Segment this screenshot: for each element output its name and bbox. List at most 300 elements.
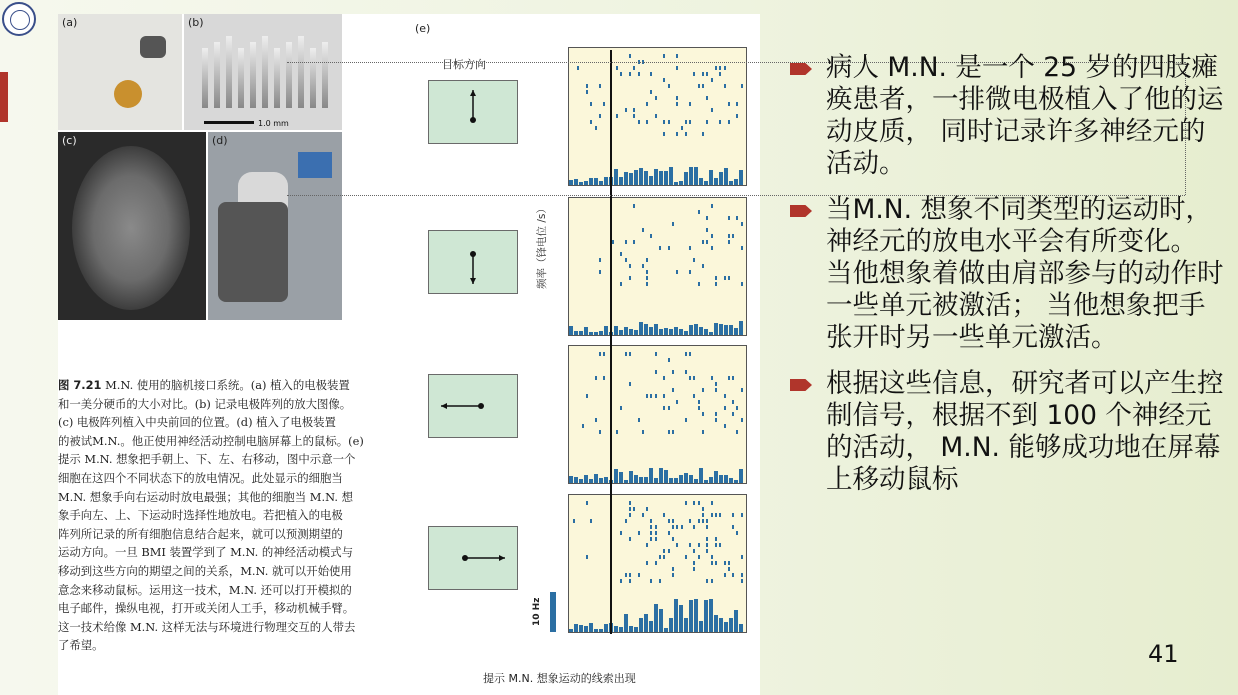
histogram-bar (604, 477, 608, 483)
spike-tick (728, 561, 730, 565)
spike-tick (702, 388, 704, 392)
spike-tick (698, 84, 700, 88)
histogram-bar (689, 325, 693, 335)
histogram-bar (689, 167, 693, 185)
histogram-bar (664, 328, 668, 335)
histogram-bar (654, 478, 658, 483)
spike-tick (663, 549, 665, 553)
spike-tick (655, 537, 657, 541)
histogram-bar (739, 321, 743, 335)
spike-tick (741, 84, 743, 88)
histogram-bar (634, 475, 638, 483)
spike-tick (736, 114, 738, 118)
histogram-bar (579, 479, 583, 483)
spike-tick (676, 543, 678, 547)
spike-tick (620, 579, 622, 583)
spike-tick (706, 120, 708, 124)
raster-down (568, 197, 747, 336)
histogram-bar (639, 322, 643, 335)
spike-tick (698, 555, 700, 559)
spike-tick (629, 501, 631, 505)
bullet-1-text: 病人 M.N. 是一个 25 岁的四肢瘫痪患者，一排微电极植入了他的运动皮质， 同时记录许多神经元的活动。 (826, 52, 1224, 179)
spike-tick (625, 240, 627, 244)
histogram-bar (584, 475, 588, 483)
caption-body (58, 378, 364, 652)
spike-tick (736, 406, 738, 410)
histogram-bar (684, 473, 688, 483)
bullet-3-text: 根据这些信息，研究者可以产生控制信号，根据不到 100 个神经元的活动， M.N. 能够成功地在屏幕上移动鼠标 (826, 368, 1224, 495)
histogram-bar (734, 179, 738, 185)
electrode-spike (202, 48, 208, 108)
spike-tick (728, 376, 730, 380)
spike-tick (702, 72, 704, 76)
spike-tick (629, 54, 631, 58)
histogram-bar (669, 167, 673, 185)
spike-tick (616, 114, 618, 118)
spike-tick (685, 418, 687, 422)
spike-tick (693, 394, 695, 398)
histogram-bar (704, 181, 708, 185)
spike-tick (586, 555, 588, 559)
histogram-bar (634, 330, 638, 335)
histogram-bar (679, 329, 683, 335)
histogram-bar (669, 618, 673, 632)
spike-tick (655, 352, 657, 356)
spike-tick (672, 567, 674, 571)
spike-tick (732, 513, 734, 517)
histogram-bar (649, 468, 653, 483)
histogram-bar (614, 326, 618, 335)
histogram-bar (634, 170, 638, 185)
histogram-bar (679, 605, 683, 632)
histogram-bar (694, 324, 698, 335)
spike-tick (620, 531, 622, 535)
spike-tick (741, 246, 743, 250)
spike-tick (573, 519, 575, 523)
histogram-bar (599, 331, 603, 335)
histogram-bar (679, 475, 683, 483)
spike-tick (668, 358, 670, 362)
electrode-spike (262, 36, 268, 108)
spike-tick (736, 216, 738, 220)
spike-tick (702, 507, 704, 511)
spike-tick (629, 352, 631, 356)
caption-line: 象手向左、上、下运动时选择性地放电。若把植入的电极 (58, 508, 343, 523)
histogram-bar (589, 479, 593, 483)
spike-tick (719, 66, 721, 70)
page-number: 41 (1148, 640, 1179, 668)
arrow-bullet-icon (790, 63, 812, 75)
spike-tick (715, 418, 717, 422)
panel-label-d: (d) (212, 134, 228, 147)
histogram-bar (694, 167, 698, 185)
histogram-bar (684, 618, 688, 632)
spike-tick (706, 549, 708, 553)
spike-tick (706, 519, 708, 523)
spike-tick (689, 102, 691, 106)
histogram-bar (654, 604, 658, 632)
arrow-bullet-icon (790, 205, 812, 217)
spike-tick (711, 246, 713, 250)
spike-tick (646, 120, 648, 124)
spike-tick (715, 537, 717, 541)
spike-tick (702, 132, 704, 136)
spike-tick (650, 525, 652, 529)
bullet-1 (790, 52, 1230, 180)
spike-tick (736, 102, 738, 106)
spike-tick (685, 370, 687, 374)
electrode-device-shape (140, 36, 166, 58)
caption-line: M.N. 使用的脑机接口系统。(a) 植入的电极装置 (105, 378, 350, 392)
histogram-bar (719, 475, 723, 483)
spike-tick (599, 84, 601, 88)
histogram-bar (644, 477, 648, 483)
spike-tick (693, 561, 695, 565)
spike-tick (625, 573, 627, 577)
histogram-bar (584, 327, 588, 335)
histogram-bar (619, 177, 623, 185)
electrode-spike (238, 48, 244, 108)
histogram-bar (604, 326, 608, 335)
histogram-bar (619, 472, 623, 483)
histogram-bar (654, 169, 658, 185)
spike-tick (663, 406, 665, 410)
histogram-bar (569, 476, 573, 483)
spike-tick (715, 561, 717, 565)
spike-tick (663, 555, 665, 559)
histogram-bar (604, 624, 608, 632)
penny-shape (114, 80, 142, 108)
photo-electrode-array (184, 14, 342, 130)
scale-label: 1.0 mm (258, 119, 289, 128)
bullet-list (790, 52, 1230, 510)
spike-tick (732, 234, 734, 238)
university-logo (2, 2, 36, 36)
spike-tick (706, 543, 708, 547)
spike-tick (663, 394, 665, 398)
spike-tick (663, 132, 665, 136)
histogram-bar (724, 475, 728, 483)
spike-tick (724, 573, 726, 577)
spike-tick (638, 531, 640, 535)
histogram-bar (674, 599, 678, 632)
caption-line: M.N. 想象手向右运动时放电最强；其他的细胞当 M.N. 想 (58, 489, 353, 504)
spike-tick (650, 531, 652, 535)
spike-tick (706, 216, 708, 220)
spike-tick (663, 120, 665, 124)
caption-number: 图 7.21 (58, 378, 102, 392)
histogram-bar (739, 624, 743, 632)
cue-label: 提示 M.N. 想象运动的线索出现 (483, 672, 636, 685)
spike-tick (633, 204, 635, 208)
spike-tick (693, 376, 695, 380)
spike-tick (689, 543, 691, 547)
spike-tick (698, 519, 700, 523)
arrow-down-icon (429, 231, 517, 293)
histogram-bar (569, 180, 573, 185)
spike-tick (668, 246, 670, 250)
spike-tick (724, 276, 726, 280)
raster-right (568, 494, 747, 633)
spike-tick (646, 507, 648, 511)
spike-tick (685, 352, 687, 356)
spike-tick (741, 282, 743, 286)
spike-tick (633, 66, 635, 70)
histogram-bar (709, 170, 713, 185)
spike-tick (711, 561, 713, 565)
histogram-bar (649, 176, 653, 185)
spike-tick (625, 352, 627, 356)
bullet-2-text: 当M.N. 想象不同类型的运动时， 神经元的放电水平会有所变化。 当他想象着做由肩部参与的动作时一些单元被激活； 当他想象把手张开时另一些单元激活。 (826, 194, 1224, 353)
histogram-bar (629, 471, 633, 483)
spike-tick (646, 394, 648, 398)
histogram-bar (714, 615, 718, 632)
figure-caption (58, 376, 410, 655)
histogram-bar (639, 618, 643, 632)
spike-tick (724, 394, 726, 398)
y-axis-label: 频率（锋电位 /s） (536, 203, 548, 289)
histogram-bar (729, 618, 733, 632)
spike-tick (698, 210, 700, 214)
electrode-spike (322, 42, 328, 108)
histogram-bar (614, 169, 618, 185)
spike-tick (650, 72, 652, 76)
panel-label-a: (a) (62, 16, 78, 29)
spike-tick (646, 258, 648, 262)
spike-tick (732, 412, 734, 416)
histogram-bar (734, 328, 738, 335)
spike-tick (706, 240, 708, 244)
target-box-up (428, 80, 518, 144)
spike-tick (741, 418, 743, 422)
histogram-bar (599, 181, 603, 185)
spike-tick (582, 424, 584, 428)
spike-tick (633, 114, 635, 118)
histogram-bar (659, 468, 663, 483)
spike-tick (663, 513, 665, 517)
histogram-bar (724, 325, 728, 335)
histogram-bar (589, 178, 593, 185)
spike-tick (650, 579, 652, 583)
spike-tick (586, 394, 588, 398)
spike-tick (698, 400, 700, 404)
histogram-bar (669, 329, 673, 335)
spike-tick (672, 537, 674, 541)
accent-bar (0, 72, 8, 122)
histogram-bar (654, 324, 658, 335)
histogram-bar (689, 600, 693, 632)
caption-line: 电子邮件，操纵电视，打开或关闭人工手，移动机械手臂。 (58, 601, 355, 616)
spike-tick (668, 120, 670, 124)
spike-tick (646, 276, 648, 280)
electrode-spike (214, 42, 220, 108)
photo-brain-mri (58, 132, 206, 320)
spike-tick (595, 126, 597, 130)
spike-tick (685, 501, 687, 505)
spike-tick (719, 72, 721, 76)
caption-line: 细胞在这四个不同状态下的放电情况。此处显示的细胞当 (58, 470, 343, 485)
caption-line: (c) 电极阵列植入中央前回的位置。(d) 植入了电极装置 (58, 415, 336, 430)
caption-line: 运动方向。一旦 BMI 装置学到了 M.N. 的神经活动模式与 (58, 545, 353, 560)
histogram-bar (659, 329, 663, 335)
spike-tick (659, 555, 661, 559)
spike-tick (676, 525, 678, 529)
spike-tick (646, 282, 648, 286)
spike-tick (702, 519, 704, 523)
caption-line: 意念来移动鼠标。运用这一技术，M.N. 还可以打开模拟的 (58, 582, 352, 597)
histogram-bar (704, 480, 708, 483)
histogram-bar (714, 471, 718, 483)
histogram-bar (594, 178, 598, 185)
histogram-bar (739, 170, 743, 185)
histogram-bar (629, 329, 633, 335)
spike-tick (711, 204, 713, 208)
spike-tick (663, 54, 665, 58)
histogram-bar (724, 168, 728, 185)
spike-tick (672, 573, 674, 577)
spike-tick (590, 120, 592, 124)
histogram-bar (739, 469, 743, 483)
electrode-spike (226, 36, 232, 108)
spike-tick (706, 72, 708, 76)
histogram-bar (649, 327, 653, 335)
histogram-bar (729, 478, 733, 483)
spike-tick (693, 72, 695, 76)
spike-tick (685, 120, 687, 124)
spike-tick (702, 264, 704, 268)
histogram-bar (724, 622, 728, 632)
spike-tick (629, 579, 631, 583)
panel-label-c: (c) (62, 134, 77, 147)
brain-scan-shape (72, 146, 190, 310)
histogram-bar (599, 629, 603, 632)
histogram-bar (734, 610, 738, 632)
histogram-bar (649, 621, 653, 632)
spike-tick (706, 228, 708, 232)
spike-tick (711, 234, 713, 238)
spike-tick (650, 394, 652, 398)
spike-tick (629, 537, 631, 541)
target-box-right (428, 526, 518, 590)
spike-tick (638, 573, 640, 577)
spike-tick (655, 561, 657, 565)
spike-tick (702, 513, 704, 517)
histogram-bar (594, 474, 598, 483)
spike-tick (676, 102, 678, 106)
histogram-bar (719, 324, 723, 335)
spike-tick (642, 430, 644, 434)
spike-tick (595, 418, 597, 422)
spike-tick (642, 513, 644, 517)
spike-tick (629, 573, 631, 577)
spike-tick (629, 264, 631, 268)
spike-tick (724, 66, 726, 70)
spike-tick (715, 412, 717, 416)
histogram-bar (574, 179, 578, 185)
spike-tick (693, 567, 695, 571)
histogram-bar (574, 624, 578, 632)
spike-tick (711, 513, 713, 517)
spike-tick (603, 352, 605, 356)
spike-tick (629, 276, 631, 280)
spike-tick (689, 270, 691, 274)
spike-tick (698, 406, 700, 410)
spike-tick (659, 246, 661, 250)
histogram-bar (709, 477, 713, 483)
spike-tick (732, 525, 734, 529)
spike-tick (646, 561, 648, 565)
spike-tick (702, 84, 704, 88)
histogram-bar (579, 625, 583, 632)
spike-tick (642, 264, 644, 268)
histogram-bar (574, 477, 578, 483)
spike-tick (724, 561, 726, 565)
histogram-bar (734, 480, 738, 483)
histogram-bar (684, 172, 688, 185)
spike-tick (732, 573, 734, 577)
histogram-bar (624, 614, 628, 632)
spike-tick (646, 543, 648, 547)
spike-tick (650, 234, 652, 238)
spike-tick (625, 258, 627, 262)
histogram-bar (589, 332, 593, 335)
arrow-up-icon (429, 81, 517, 143)
spike-tick (599, 114, 601, 118)
spike-tick (736, 430, 738, 434)
histogram-bar (714, 323, 718, 335)
caption-line: 的被试M.N.。他正使用神经活动控制电脑屏幕上的鼠标。(e) (58, 433, 364, 448)
spike-tick (741, 579, 743, 583)
histogram-bar (639, 168, 643, 185)
spike-tick (650, 90, 652, 94)
spike-tick (672, 430, 674, 434)
spike-tick (638, 120, 640, 124)
spike-tick (629, 72, 631, 76)
spike-tick (711, 108, 713, 112)
spike-tick (620, 406, 622, 410)
spike-tick (663, 78, 665, 82)
spike-tick (642, 228, 644, 232)
spike-tick (668, 430, 670, 434)
spike-tick (625, 519, 627, 523)
spike-tick (732, 400, 734, 404)
spike-tick (728, 102, 730, 106)
histogram-bar (614, 469, 618, 483)
raster-up (568, 47, 747, 186)
caption-line: 移动到这些方向的期望之间的关系，M.N. 就可以开始使用 (58, 563, 352, 578)
spike-tick (629, 507, 631, 511)
monitor-shape (298, 152, 332, 178)
arrow-right-icon (429, 527, 517, 589)
arrow-bullet-icon (790, 379, 812, 391)
spike-tick (586, 501, 588, 505)
caption-line: 提示 M.N. 想象把手朝上、下、左、右移动，图中示意一个 (58, 452, 356, 467)
histogram-bar (579, 182, 583, 185)
spike-tick (698, 543, 700, 547)
histogram-bar (679, 181, 683, 185)
spike-tick (681, 525, 683, 529)
histogram-bar (599, 478, 603, 483)
histogram-bar (664, 171, 668, 185)
spike-tick (629, 382, 631, 386)
spike-tick (689, 519, 691, 523)
histogram-bar (714, 178, 718, 185)
spike-tick (741, 555, 743, 559)
histogram-bar (729, 325, 733, 335)
caption-line: 了希望。 (58, 638, 104, 653)
spike-tick (741, 388, 743, 392)
spike-tick (689, 376, 691, 380)
